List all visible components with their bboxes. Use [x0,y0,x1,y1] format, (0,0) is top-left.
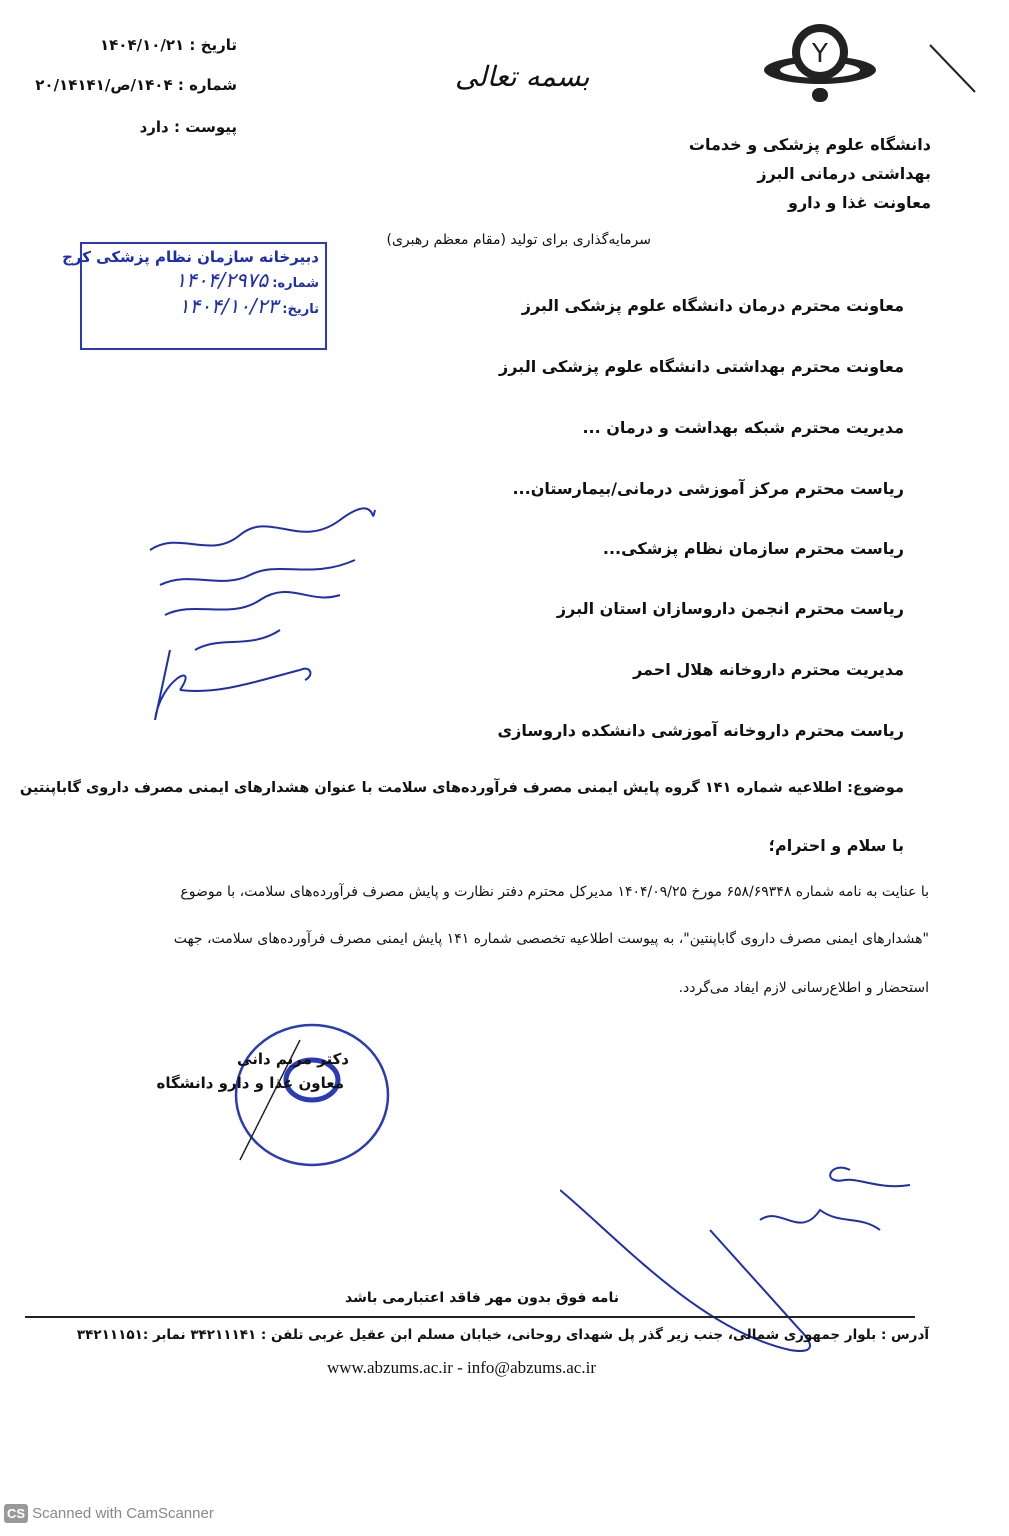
stamp-title: دبیرخانه سازمان نظام پزشکی کرج [62,248,319,266]
stamp-date-value: ۱۴۰۴/۱۰/۲۳ [178,294,279,318]
attachment-row [140,118,237,136]
stamp-number-value: ۱۴۰۴/۲۹۷۵ [175,268,269,292]
validity-notice: نامه فوق بدون مهر فاقد اعتبارمی باشد [345,1290,619,1306]
date-value: ۱۴۰۴/۱۰/۲۱ [99,36,185,54]
number-value: ۱۴۰۴/ص/۲۰/۱۴۱۴۱ [35,76,173,94]
recipient: ریاست محترم سازمان نظام پزشکی... [602,539,904,558]
signatory-title: معاون غذا و دارو دانشگاه [156,1074,344,1092]
body-line: با عنایت به نامه شماره ۶۵۸/۶۹۳۴۸ مورخ ۱۴۰۴/۰۹/۲۵ مدیرکل محترم دفتر نظارت و پایش مصرف فرآورده‌های سلامت، با موضوع [180,884,929,900]
greeting: با سلام و احترام؛ [768,836,904,855]
stamp-number-row [82,266,325,292]
body-line: "هشدارهای ایمنی مصرف داروی گاباپنتین"، به پیوست اطلاعیه تخصصی شماره ۱۴۱ پایش ایمنی مصرف فرآورده‌های سلامت، جهت [173,931,929,947]
recipient: مدیریت محترم شبکه بهداشت و درمان ... [582,418,904,437]
recipient: مدیریت محترم داروخانه هلال احمر [633,660,904,679]
number-row [35,76,237,94]
footer-address: آدرس : بلوار جمهوری شمالی، جنب زیر گذر پل شهدای روحانی، خیابان مسلم ابن عقیل غربی تلفن : ۳۴۲۱۱۱۴۱ نمابر :۳۴۲۱۱۱۵۱ [76,1327,929,1343]
recipient: ریاست محترم مرکز آموزشی درمانی/بیمارستان... [512,479,904,498]
pen-stroke [925,40,985,100]
camscanner-badge: CS [4,1504,28,1523]
bismillah: بسمه تعالی [455,60,590,93]
date-label: تاریخ : [189,36,237,54]
recipient: معاونت محترم بهداشتی دانشگاه علوم پزشکی البرز [499,357,904,376]
footer-web: www.abzums.ac.ir - info@abzums.ac.ir [327,1358,596,1377]
body-line: استحضار و اطلاع‌رسانی لازم ایفاد می‌گردد. [678,980,929,996]
camscanner-text: Scanned with CamScanner [32,1505,214,1522]
svg-text:Y: Y [812,39,828,69]
official-seal [230,1020,395,1170]
received-stamp [62,242,327,350]
university-logo [760,10,880,120]
footer-divider [25,1316,915,1318]
date-row [100,36,237,54]
attachment-label: پیوست : [173,118,237,136]
recipient: ریاست محترم انجمن داروسازان استان البرز [556,599,904,618]
stamp-number-label: شماره: [272,276,319,291]
org-line: بهداشتی درمانی البرز [757,164,931,183]
org-line: معاونت غذا و دارو [788,193,931,212]
recipient: معاونت محترم درمان دانشگاه علوم پزشکی البرز [521,296,904,315]
stamp-date-row [82,292,325,318]
camscanner-watermark [4,1504,214,1523]
org-line: دانشگاه علوم پزشکی و خدمات [688,135,931,154]
slogan: سرمایه‌گذاری برای تولید (مقام معظم رهبری) [386,232,651,248]
recipient: ریاست محترم داروخانه آموزشی دانشکده داروسازی [497,721,904,740]
org-name [689,130,931,217]
attachment-value: دارد [139,118,169,136]
signatory-name: دکتر مریم دانی [237,1050,349,1068]
handwritten-note [140,490,380,730]
subject: موضوع: اطلاعیه شماره ۱۴۱ گروه پایش ایمنی مصرف فرآورده‌های سلامت با عنوان هشدارهای ایمنی مصرف داروی گاباپنتین [19,780,904,796]
number-label: شماره : [177,76,237,94]
stamp-date-label: تاریخ: [282,302,319,317]
